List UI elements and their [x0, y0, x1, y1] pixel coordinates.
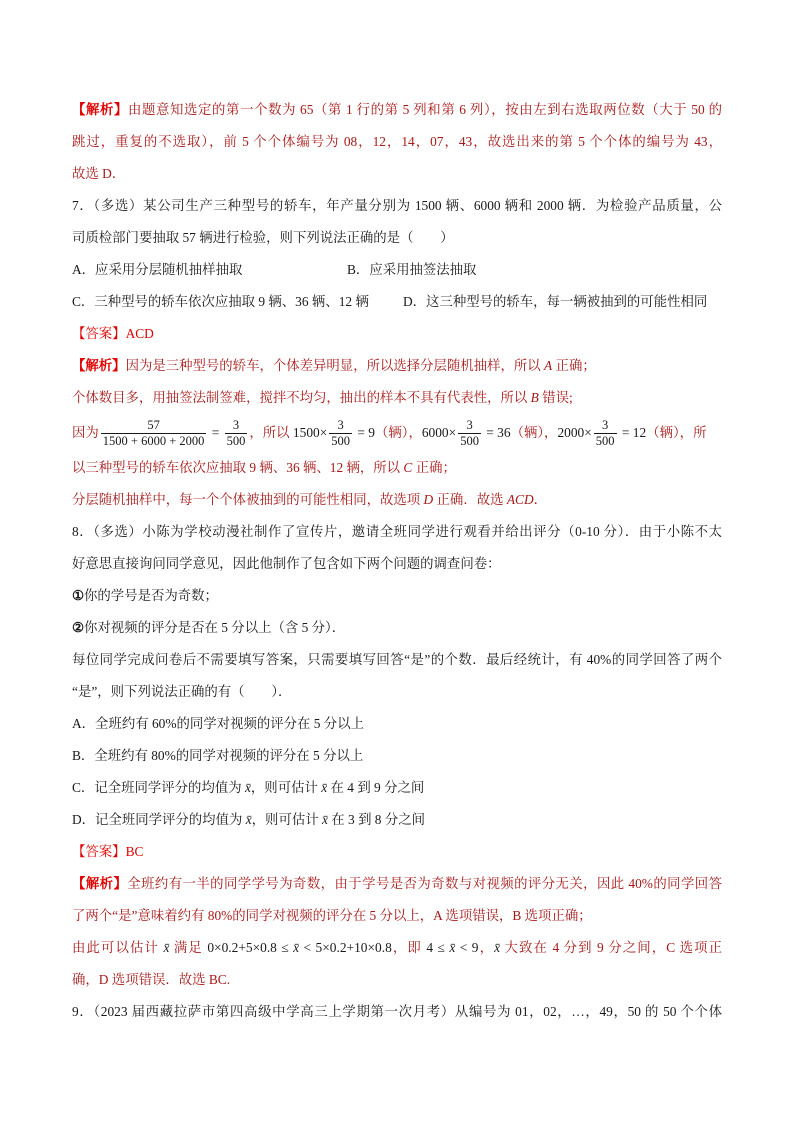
analysis-text: 全班约有一半的同学学号为奇数，由于学号是否为奇数与对视频的评分无关，因此 40%的同学回答	[127, 876, 723, 891]
equals-sign: =	[208, 425, 223, 440]
question-stem: （多选）小陈为学校动漫社制作了宣传片，邀请全班同学进行观看并给出评分（0-10 分）．由于小陈不太	[93, 524, 722, 539]
analysis-text: 由题意知选定的第一个数为 65（第 1 行的第 5 列和第 6 列），按由左到右选取两位数（大于 50 的	[128, 102, 723, 117]
option-text: 在 3 到 8 分之间	[327, 812, 426, 827]
inequality-part: 0×0.2+5×0.8 ≤	[207, 940, 294, 955]
mean-symbol: x̄	[163, 940, 170, 955]
q8-stem-line-2: 好意思直接询问同学意见，因此他制作了包含如下两个问题的调查问卷：	[72, 556, 501, 571]
mean-symbol: x̄	[321, 780, 328, 795]
option-b: B．应采用抽签法抽取	[347, 262, 477, 277]
q8-option-b: B．全班约有 80%的同学对视频的评分在 5 分以上	[72, 748, 364, 763]
q7-answer	[72, 318, 722, 350]
option-d: D．这三种型号的轿车，每一辆被抽到的可能性相同	[403, 294, 708, 309]
q6-analysis-line-1	[72, 94, 722, 126]
analysis-text: ，所以	[249, 425, 293, 440]
q8-option-c	[72, 772, 722, 804]
option-letter: D	[423, 492, 434, 507]
analysis-text: 大致在 4 分到 9 分之间，C 选项正	[500, 940, 722, 955]
answer-label: 【答案】	[72, 844, 126, 859]
unit-text: （辆），	[510, 425, 558, 440]
analysis-text: 所	[693, 425, 707, 440]
unit-text: （辆），	[374, 425, 422, 440]
option-text: D．记全班同学评分的均值为	[72, 812, 246, 827]
content-column	[72, 94, 722, 1028]
fraction-numerator: 3	[602, 418, 609, 433]
answer-value: ACD	[125, 326, 154, 341]
q8-analysis-line-2: 了两个“是”意味着约有 80%的同学对视频的评分在 5 分以上，A 选项错误，B 选项正确；	[72, 908, 592, 923]
unit-text: （辆），	[646, 425, 694, 440]
fraction-3-500	[329, 418, 352, 449]
fraction-3-500	[594, 418, 617, 449]
q8-stem-line-1	[72, 516, 722, 548]
mean-symbol: x̄	[321, 812, 328, 827]
q8-answer	[72, 836, 722, 868]
math-term: = 12	[618, 425, 647, 440]
q7-analysis-line-1	[72, 350, 722, 382]
option-letter: C	[403, 460, 413, 475]
analysis-text: ．	[533, 492, 548, 507]
q8-analysis-line-3	[72, 932, 722, 964]
q8-analysis-line-1	[72, 868, 722, 900]
fraction-3-500	[225, 418, 248, 449]
survey-question-text: 你对视频的评分是否在 5 分以上（含 5 分）．	[84, 620, 346, 635]
option-text: C．记全班同学评分的均值为	[72, 780, 245, 795]
answer-value: BC	[125, 844, 144, 859]
option-letter: A	[544, 358, 553, 373]
analysis-label: 【解析】	[72, 102, 129, 117]
analysis-text: 正确；	[412, 460, 456, 475]
q8-analysis-line-4: 确，D 选项错误．故选 BC.	[72, 972, 231, 987]
q8-stem2-line-1: 每位同学完成问卷后不需要填写答案，只需要填写回答“是”的个数．最后经统计，有 40%的同学回答了两个	[72, 652, 722, 667]
mean-symbol: x̄	[494, 940, 501, 955]
fraction-numerator: 3	[337, 418, 344, 433]
fraction-3-500	[458, 418, 481, 449]
option-text: ，则可估计	[250, 780, 322, 795]
q7-analysis-line-2	[72, 382, 722, 414]
fraction-sample-ratio	[101, 418, 207, 449]
question-stem: （2023 届西藏拉萨市第四高级中学高三上学期第一次月考）从编号为 01，02，…，49，50 的 50 个个体	[93, 1004, 722, 1019]
analysis-text: 以三种型号的轿车依次应抽取 9 辆、36 辆、12 辆，所以	[72, 460, 404, 475]
q7-analysis-line-4	[72, 452, 722, 484]
option-text: ，则可估计	[251, 812, 322, 827]
mean-symbol: x̄	[449, 940, 456, 955]
q8-stem2-line-2: “是”，则下列说法正确的有（ ）．	[72, 684, 292, 699]
analysis-text: 因为	[72, 425, 99, 440]
fraction-denominator: 500	[460, 434, 479, 449]
question-number: 7．	[72, 198, 94, 213]
analysis-text: 因为是三种型号的轿车，个体差异明显，所以选择分层随机抽样，所以	[125, 358, 545, 373]
analysis-label: 【解析】	[72, 876, 128, 891]
math-term: = 9	[354, 425, 375, 440]
fraction-denominator: 500	[226, 434, 246, 449]
circled-number: ②	[72, 620, 85, 635]
option-letters: ACD	[506, 492, 534, 507]
q8-survey-question-2	[72, 612, 722, 644]
analysis-text: 由此可以估计	[72, 940, 164, 955]
analysis-text: 正确．故选	[433, 492, 507, 507]
question-stem: （多选）某公司生产三种型号的轿车，年产量分别为 1500 辆、6000 辆和 2000 辆．为检验产品质量，公	[93, 198, 722, 213]
answer-label: 【答案】	[72, 326, 126, 341]
fraction-denominator: 500	[595, 434, 615, 449]
fraction-denominator: 500	[331, 434, 351, 449]
q9-stem-line-1	[72, 996, 722, 1028]
survey-question-text: 你的学号是否为奇数；	[84, 588, 218, 603]
analysis-text: ，	[478, 940, 495, 955]
inequality-part: < 5×0.2+10×0.8	[299, 940, 392, 955]
math-term: 2000×	[557, 425, 592, 440]
inequality-part: 4 ≤	[426, 940, 450, 955]
option-text: 在 4 到 9 分之间	[327, 780, 425, 795]
question-number: 8．	[72, 524, 94, 539]
fraction-denominator: 1500 + 6000 + 2000	[102, 434, 205, 449]
analysis-text: 正确；	[552, 358, 596, 373]
q6-analysis-line-2: 跳过，重复的不选取），前 5 个个体编号为 08，12，14，07，43，故选出来的第 5 个个体的编号为 43，	[72, 134, 722, 149]
analysis-label: 【解析】	[72, 358, 126, 373]
question-number: 9．	[72, 1004, 94, 1019]
circled-number: ①	[72, 588, 85, 603]
q7-stem-line-1	[72, 190, 722, 222]
mean-symbol: x̄	[244, 780, 251, 795]
math-term: 6000×	[421, 425, 457, 440]
q8-survey-question-1	[72, 580, 722, 612]
option-c: C．三种型号的轿车依次应抽取 9 辆、36 辆、12 辆	[72, 294, 369, 309]
analysis-text: ，即	[391, 940, 427, 955]
q7-analysis-line-3-equation	[72, 414, 722, 452]
mean-symbol: x̄	[293, 940, 300, 955]
analysis-text: 错误;	[538, 390, 573, 405]
analysis-text: 分层随机抽样中，每一个个体被抽到的可能性相同，故选项	[72, 492, 424, 507]
mean-symbol: x̄	[245, 812, 252, 827]
fraction-numerator: 3	[232, 418, 240, 433]
fraction-numerator: 3	[466, 418, 473, 433]
math-term: = 36	[482, 425, 511, 440]
q8-option-d	[72, 804, 722, 836]
q7-options-ab	[72, 254, 722, 286]
inequality-part: < 9	[455, 940, 479, 955]
q7-stem-line-2: 司质检部门要抽取 57 辆进行检验，则下列说法正确的是（ ）	[72, 230, 454, 245]
analysis-text: 满足	[169, 940, 208, 955]
option-a: A．应采用分层随机抽样抽取	[72, 262, 243, 277]
analysis-text: 个体数目多，用抽签法制签难，搅拌不均匀，抽出的样本不具有代表性，所以	[72, 390, 531, 405]
q7-options-cd	[72, 286, 722, 318]
q7-analysis-line-5	[72, 484, 722, 516]
q6-analysis-line-3: 故选 D．	[72, 166, 126, 181]
math-term: 1500×	[292, 425, 328, 440]
option-letter: B	[530, 390, 539, 405]
q8-option-a: A．全班约有 60%的同学对视频的评分在 5 分以上	[72, 716, 364, 731]
fraction-numerator: 57	[147, 418, 160, 433]
